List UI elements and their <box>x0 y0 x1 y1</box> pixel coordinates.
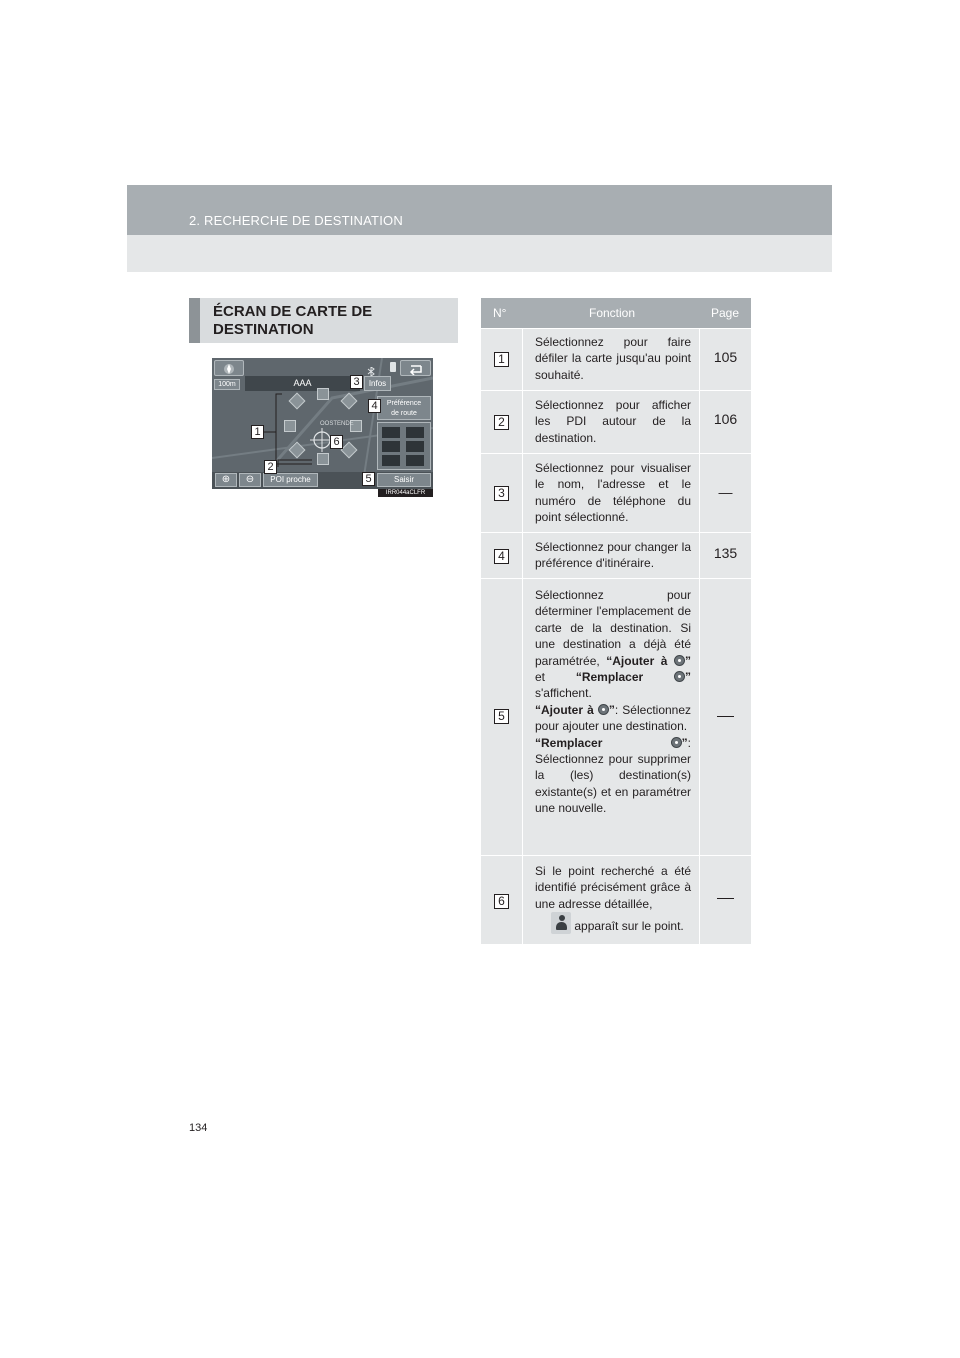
poi-nearby-button[interactable]: POI proche <box>263 473 318 487</box>
section-heading <box>189 298 458 343</box>
zoom-out-icon: ⊖ <box>245 474 255 485</box>
row5-replace-quote-2: ” <box>681 735 688 750</box>
header-subband <box>127 235 832 272</box>
row-description: Sélectionnez pour visualiser le nom, l'adresse et le numéro de téléphone du point sélectionné. <box>535 461 691 525</box>
image-code: IRR044aCLFR <box>378 489 433 497</box>
row5-add-label-2: “Ajouter à <box>535 702 594 717</box>
header-no: N° <box>493 306 507 320</box>
callout-lines <box>212 358 433 489</box>
row6-text2: apparaît sur le point. <box>574 919 684 934</box>
row5-and: et <box>535 670 576 685</box>
scale-indicator: 100m <box>214 379 240 390</box>
row5-replace-label: “Remplacer <box>575 670 644 685</box>
table-row <box>481 453 751 532</box>
row-page: — <box>718 484 733 500</box>
row-page: 105 <box>713 349 738 365</box>
destination-icon <box>598 704 609 715</box>
row5-replace-quote: ” <box>685 670 691 685</box>
row5-displayed: s'affichent. <box>535 686 592 701</box>
callout-label-4: 4 <box>368 399 381 413</box>
row-description: Sélectionnez pour changer la préférence d'itinéraire. <box>535 540 691 571</box>
destination-icon <box>671 737 682 748</box>
map-place-label: OOSTENDE <box>320 421 354 427</box>
table-header <box>481 298 751 328</box>
heading-accent-bar <box>189 298 200 343</box>
row-page: 135 <box>713 545 738 561</box>
row-description <box>535 863 691 935</box>
row-number: 4 <box>494 549 509 564</box>
enter-button[interactable]: Saisir <box>377 473 431 487</box>
row5-intro: Sélectionnez pour déterminer l'emplacement de carte de la destination. Si une destination a déjà été paramétrée, <box>535 588 691 668</box>
destination-icon <box>674 655 685 666</box>
table-row <box>481 855 751 944</box>
route-preference-label-1: Préférence <box>386 400 422 407</box>
row-number: 2 <box>494 415 509 430</box>
table-row <box>481 390 751 453</box>
heading-title: ÉCRAN DE CARTE DE DESTINATION <box>213 303 373 338</box>
row-number: 1 <box>494 352 509 367</box>
callout-label-5: 5 <box>362 472 375 486</box>
header-function: Fonction <box>589 306 636 320</box>
table-row <box>481 578 751 855</box>
row5-replace-label-2: “Remplacer <box>535 735 603 750</box>
row-description <box>535 587 691 817</box>
table-row <box>481 328 751 390</box>
row-description: Sélectionnez pour faire défiler la carte jusqu'au point souhaité. <box>535 335 691 382</box>
row5-replace-desc: Sélectionnez pour supprimer la (les) destination(s) existante(s) et en paramétrer une nouvelle. <box>535 752 691 816</box>
row-number: 6 <box>494 894 509 909</box>
row-number: 5 <box>494 709 509 724</box>
callout-label-2: 2 <box>264 460 277 474</box>
row-page: 106 <box>713 411 738 427</box>
row-description: Sélectionnez pour afficher les PDI autour de la destination. <box>535 398 691 445</box>
table-row <box>481 532 751 578</box>
route-preference-label-2: de route <box>391 410 417 417</box>
row5-add-quote: ” <box>685 653 691 668</box>
precise-address-person-icon <box>551 912 571 934</box>
row-page-dash <box>717 716 734 717</box>
row5-add-quote-2: ” <box>608 702 615 717</box>
page-number: 134 <box>189 1122 208 1134</box>
callout-label-6: 6 <box>330 435 343 449</box>
callout-label-3: 3 <box>350 375 363 389</box>
row5-add-desc: Sélectionnez pour ajouter une destination. <box>535 702 692 734</box>
row5-add-label: “Ajouter à <box>606 653 668 668</box>
row6-text: Si le point recherché a été identifié précisément grâce à une adresse détaillée, <box>535 864 691 911</box>
header-page: Page <box>711 306 740 320</box>
destination-name-bar: AAA <box>245 376 360 391</box>
destination-icon <box>674 671 685 682</box>
row5-colon-2: : <box>687 735 691 750</box>
zoom-in-icon: ⊕ <box>221 474 231 485</box>
callout-label-1: 1 <box>251 425 264 439</box>
row5-colon: : <box>614 702 619 717</box>
row-number: 3 <box>494 486 509 501</box>
function-table <box>481 298 751 944</box>
row-page-dash <box>717 898 734 899</box>
section-title: 2. RECHERCHE DE DESTINATION <box>189 213 403 228</box>
info-button[interactable]: Infos <box>364 376 391 391</box>
